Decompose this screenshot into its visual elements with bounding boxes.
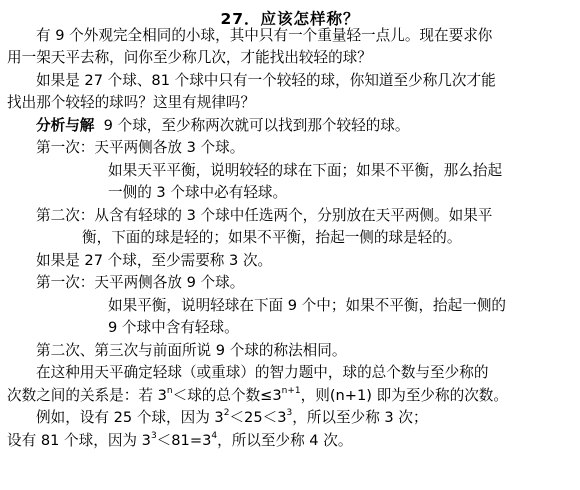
- example-81-text-a: 设有 81 个球，因为 3: [7, 432, 151, 449]
- second-weigh-line-2: 衡，下面的球是轻的；如果不平衡，抬起一侧的球是轻的。: [82, 229, 462, 246]
- problem-line-2: 用一架天平去称，问你至少称几次，才能找出较轻的球？: [7, 49, 372, 66]
- first-detail-line-2: 一侧的 3 个球中必有轻球。: [108, 184, 288, 201]
- rule-text-b: ＜球的总个数≤3: [172, 387, 282, 404]
- second-weigh-line-1: 第二次：从含有轻球的 3 个球中任选两个，分别放在天平两侧。如果平: [36, 207, 493, 224]
- analysis-intro-line: [36, 116, 409, 136]
- example-25-exponent-2: 3: [286, 408, 293, 419]
- example-25-exponent-1: 2: [223, 408, 230, 419]
- first-weigh-line: 第一次：天平两侧各放 3 个球。: [36, 139, 245, 156]
- rule-line-2: [7, 386, 508, 406]
- example-25-text-b: ＜25＜3: [229, 409, 287, 426]
- page-title: 27．应该怎样称？: [220, 10, 360, 28]
- example-81-exponent-1: 3: [150, 431, 157, 442]
- rule-text-c: ，则(n+1) 即为至少称的次数。: [300, 387, 508, 404]
- problem-line-3: 如果是 27 个球、81 个球中只有一个较轻的球，你知道至少称几次才能: [36, 72, 496, 89]
- rule-text-a: 次数之间的关系是：若 3: [7, 387, 167, 404]
- rule-line-1: 在这种用天平确定轻球（或重球）的智力题中，球的总个数与至少称的: [36, 364, 489, 381]
- rest-27-line: 第二次、第三次与前面所说 9 个球的称法相同。: [36, 342, 347, 359]
- problem-line-1: 有 9 个外观完全相同的小球，其中只有一个重量轻一点儿。现在要求你: [36, 27, 493, 44]
- example-81-text-b: ＜81=3: [156, 432, 212, 449]
- first-weigh-27-line: 第一次：天平两侧各放 9 个球。: [36, 274, 245, 291]
- example-81-line: [7, 431, 352, 451]
- rule-exponent-n: n: [166, 386, 173, 397]
- problem-line-4: 找出那个较轻的球吗？这里有规律吗？: [7, 94, 256, 111]
- case-27-line: 如果是 27 个球，至少需要称 3 次。: [36, 252, 273, 269]
- example-25-line: [36, 408, 428, 428]
- example-25-text-a: 例如，设有 25 个球，因为 3: [36, 409, 224, 426]
- first-27-detail-line-2: 9 个球中含有轻球。: [108, 319, 239, 336]
- first-detail-line-1: 如果天平平衡，说明较轻的球在下面；如果不平衡，那么抬起: [108, 162, 503, 179]
- example-25-text-c: ，所以至少称 3 次；: [292, 409, 428, 426]
- analysis-intro: 9 个球，至少称两次就可以找到那个较轻的球。: [103, 117, 410, 134]
- analysis-heading: 分析与解: [36, 117, 95, 134]
- example-81-exponent-2: 4: [211, 431, 218, 442]
- first-27-detail-line-1: 如果平衡，说明轻球在下面 9 个中；如果不平衡，抬起一侧的: [108, 297, 507, 314]
- example-81-text-c: ，所以至少称 4 次。: [217, 432, 353, 449]
- rule-exponent-n-plus-1: n+1: [281, 386, 301, 397]
